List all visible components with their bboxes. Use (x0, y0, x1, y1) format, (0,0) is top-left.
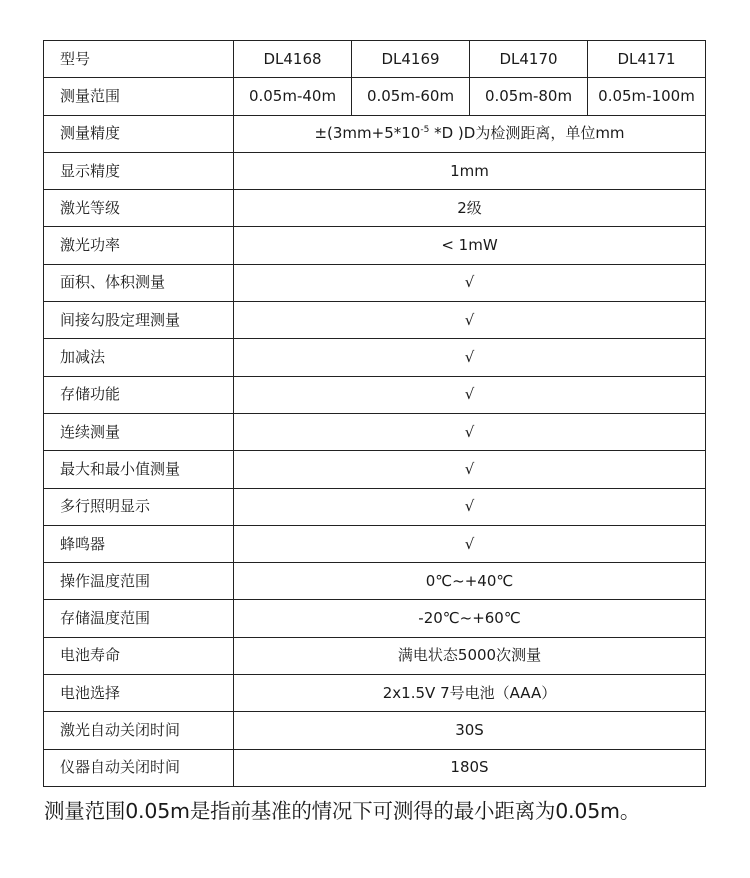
row-value: -20℃~+60℃ (234, 600, 706, 637)
row-label: 激光功率 (44, 227, 234, 264)
row-value: √ (234, 264, 706, 301)
row-label: 存储功能 (44, 376, 234, 413)
row-value: √ (234, 339, 706, 376)
model-cell: DL4170 (470, 41, 588, 78)
row-label: 连续测量 (44, 413, 234, 450)
row-label: 间接勾股定理测量 (44, 302, 234, 339)
table-row (44, 227, 706, 264)
table-row (44, 712, 706, 749)
table-row (44, 190, 706, 227)
row-label: 加减法 (44, 339, 234, 376)
accuracy-value (234, 115, 706, 152)
row-value: 180S (234, 749, 706, 786)
row-value: √ (234, 376, 706, 413)
table-row (44, 413, 706, 450)
row-label: 激光等级 (44, 190, 234, 227)
spec-table (43, 40, 706, 787)
row-label: 仪器自动关闭时间 (44, 749, 234, 786)
accuracy-exponent: -5 (420, 125, 430, 136)
table-row (44, 152, 706, 189)
table-row-accuracy (44, 115, 706, 152)
row-label: 电池寿命 (44, 637, 234, 674)
table-row (44, 376, 706, 413)
row-label: 电池选择 (44, 675, 234, 712)
table-row (44, 302, 706, 339)
table-row (44, 749, 706, 786)
table-row-model (44, 41, 706, 78)
row-value: √ (234, 488, 706, 525)
row-label: 测量范围 (44, 78, 234, 115)
row-value: 2级 (234, 190, 706, 227)
row-value: √ (234, 451, 706, 488)
row-value: 2x1.5V 7号电池（AAA） (234, 675, 706, 712)
model-cell: DL4168 (234, 41, 352, 78)
row-label: 存储温度范围 (44, 600, 234, 637)
row-value: 1mm (234, 152, 706, 189)
table-row (44, 637, 706, 674)
range-cell: 0.05m-60m (352, 78, 470, 115)
row-label: 蜂鸣器 (44, 525, 234, 562)
model-cell: DL4169 (352, 41, 470, 78)
model-cell: DL4171 (588, 41, 706, 78)
accuracy-suffix: *D )D为检测距离，单位mm (429, 124, 625, 143)
table-row (44, 525, 706, 562)
table-row (44, 600, 706, 637)
row-label: 面积、体积测量 (44, 264, 234, 301)
row-label: 最大和最小值测量 (44, 451, 234, 488)
footnote: 测量范围0.05m是指前基准的情况下可测得的最小距离为0.05m。 (44, 799, 641, 823)
table-row (44, 264, 706, 301)
table-row (44, 563, 706, 600)
range-cell: 0.05m-40m (234, 78, 352, 115)
row-label: 显示精度 (44, 152, 234, 189)
row-label: 多行照明显示 (44, 488, 234, 525)
row-label: 测量精度 (44, 115, 234, 152)
range-cell: 0.05m-100m (588, 78, 706, 115)
table-row (44, 488, 706, 525)
row-value: √ (234, 525, 706, 562)
row-value: 30S (234, 712, 706, 749)
range-cell: 0.05m-80m (470, 78, 588, 115)
row-label: 操作温度范围 (44, 563, 234, 600)
row-value: √ (234, 413, 706, 450)
row-label: 型号 (44, 41, 234, 78)
spec-rows (44, 152, 706, 786)
row-value: √ (234, 302, 706, 339)
table-row (44, 339, 706, 376)
table-row (44, 675, 706, 712)
accuracy-prefix: ±(3mm+5*10 (314, 124, 421, 143)
row-label: 激光自动关闭时间 (44, 712, 234, 749)
row-value: 满电状态5000次测量 (234, 637, 706, 674)
row-value: 0℃~+40℃ (234, 563, 706, 600)
table-row (44, 451, 706, 488)
row-value: < 1mW (234, 227, 706, 264)
table-row-range (44, 78, 706, 115)
